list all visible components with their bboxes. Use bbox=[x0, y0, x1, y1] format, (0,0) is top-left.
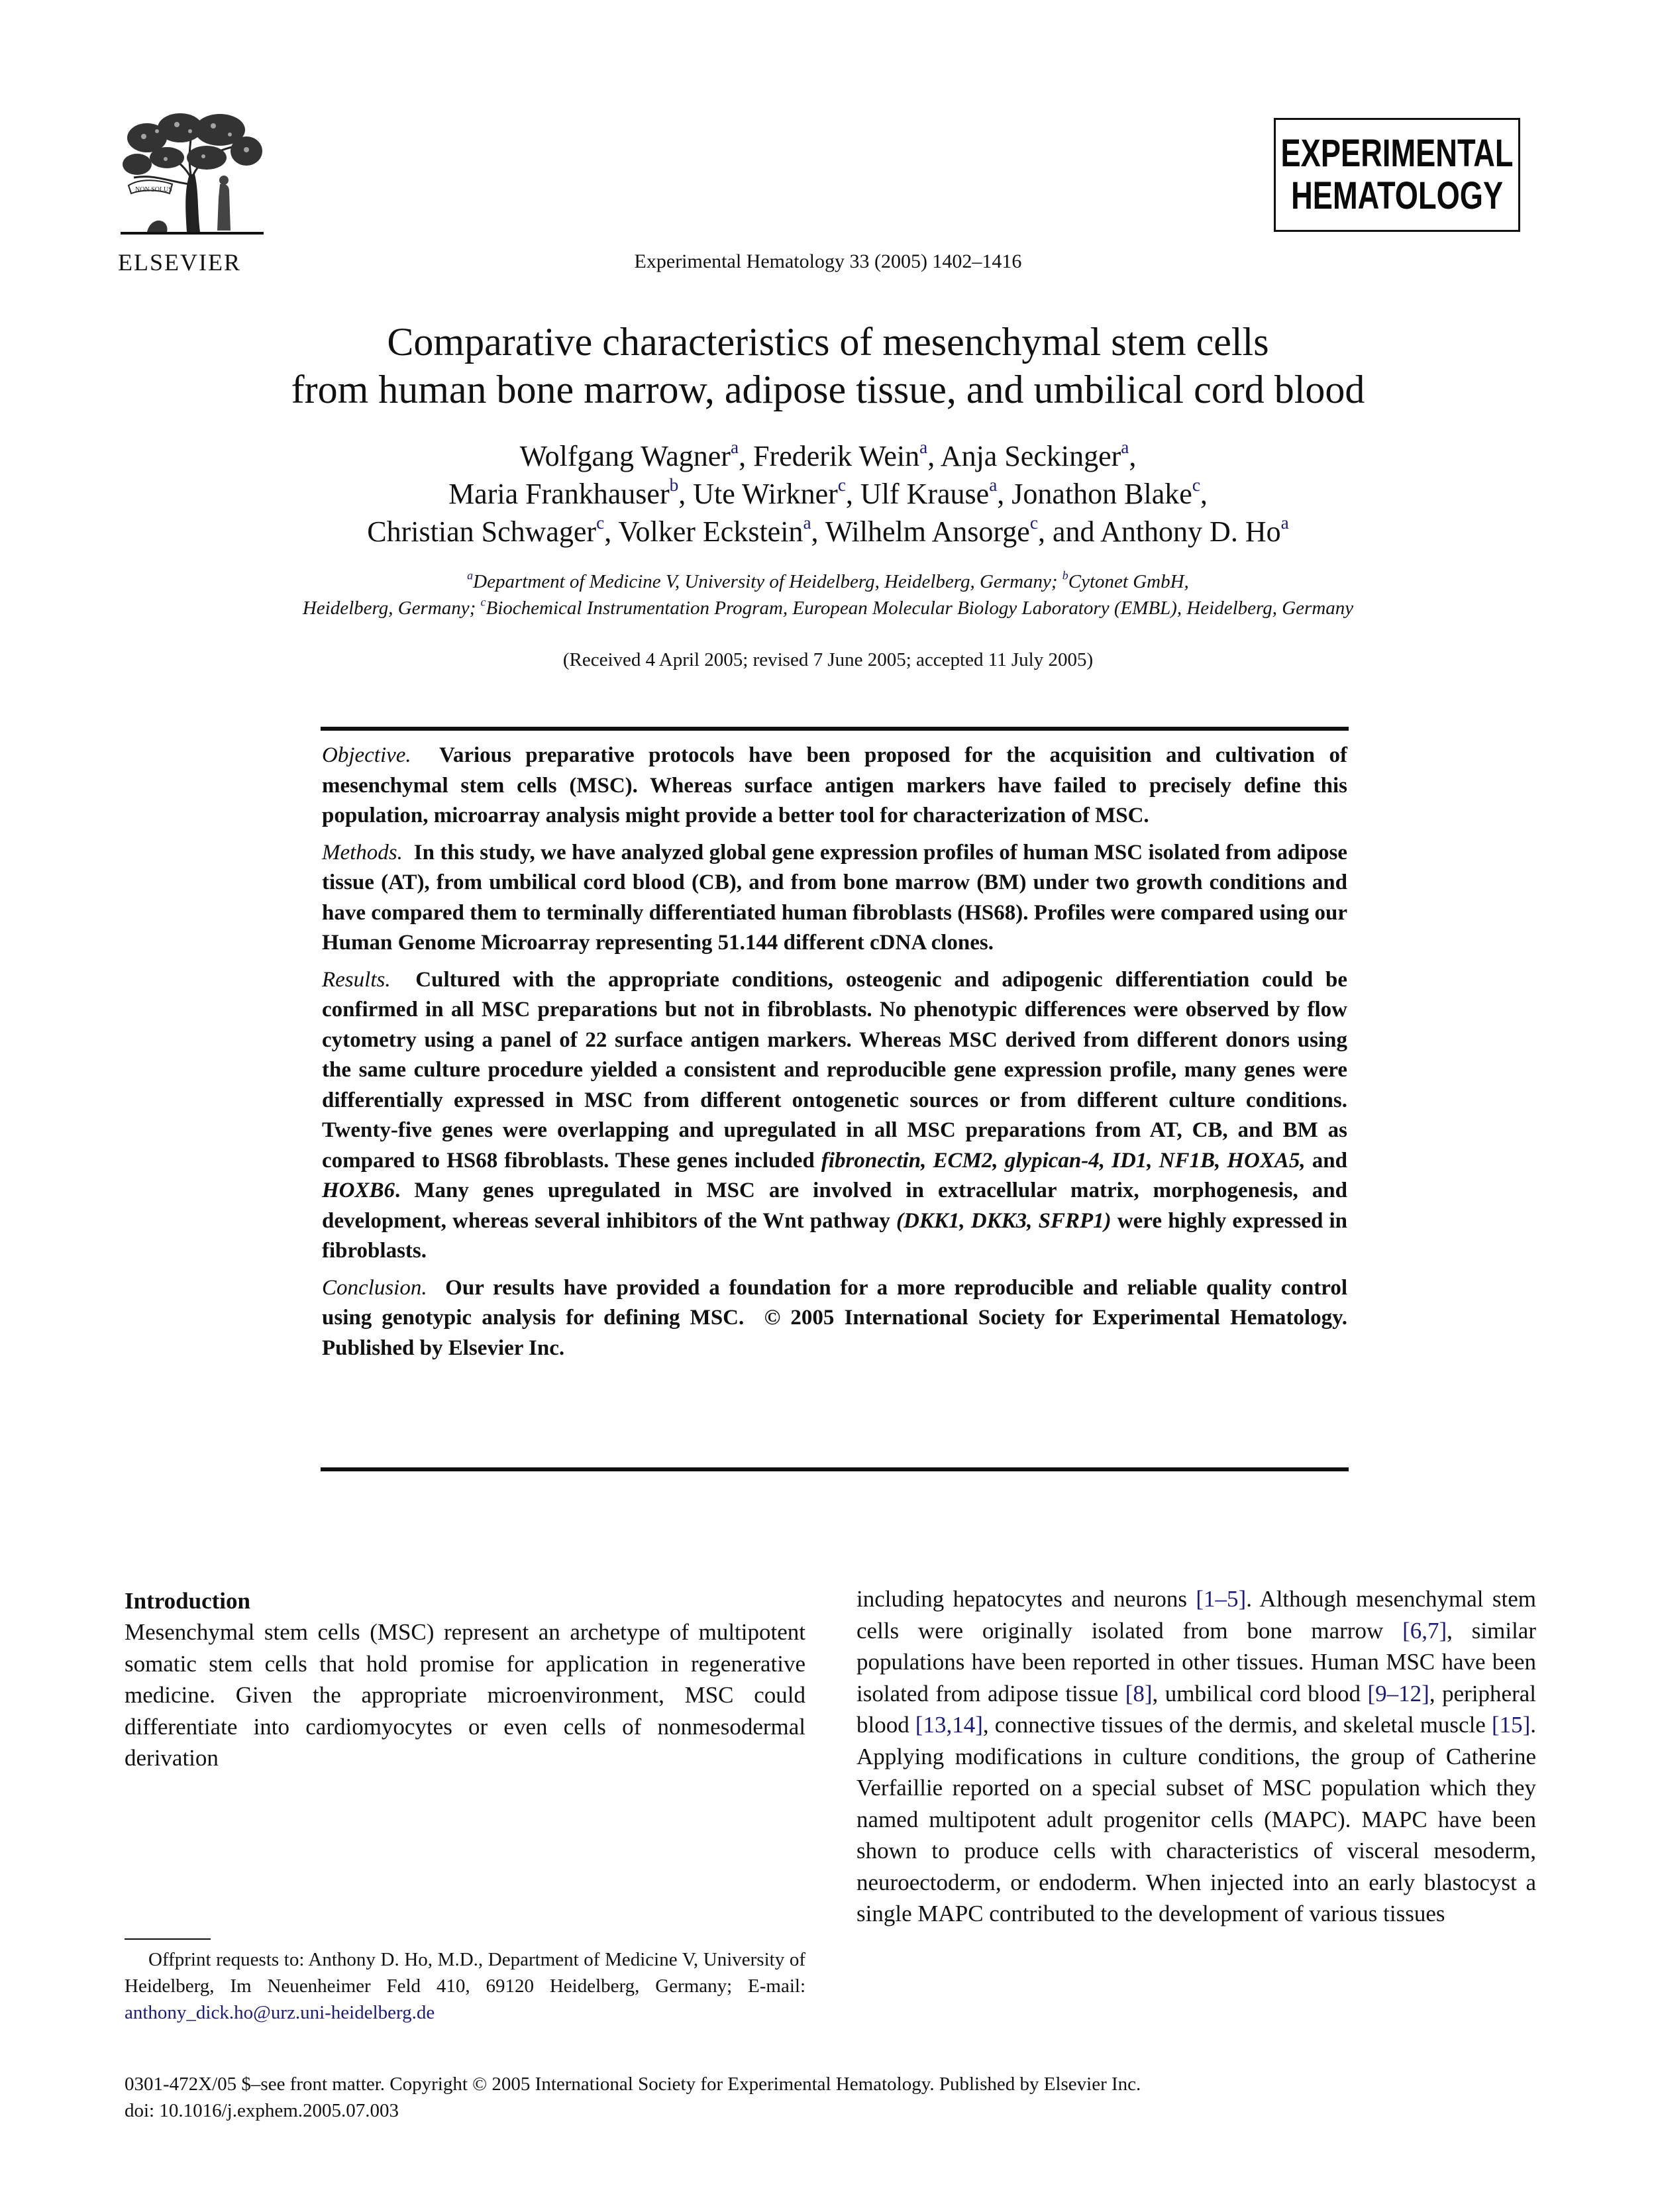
affiliation-a-text: Department of Medicine V, University of Heidelberg, Heidelberg, Germany; bbox=[473, 571, 1062, 592]
affiliation-mark[interactable]: c bbox=[1192, 474, 1200, 495]
author-separator: , bbox=[739, 440, 754, 472]
offprint-footnote bbox=[125, 1946, 805, 2026]
methods-text: In this study, we have analyzed global gene expression profiles of human MSC isolated from adipose tissue (AT), from umbilical cord blood (CB), and from bone marrow (BM) under two growth conditions and have compared them to terminally differentiated human fibroblasts (HS68). Profiles were compared using our Human Genome Microarray representing 51.144 different cDNA clones. bbox=[322, 840, 1347, 955]
affiliation-a-mark: a bbox=[467, 568, 474, 582]
author-name: Wilhelm Ansorge bbox=[825, 515, 1030, 548]
abstract-conclusion bbox=[322, 1273, 1359, 1364]
footnote-text: Offprint requests to: Anthony D. Ho, M.D., Department of Medicine V, University of Heidelberg, Im Neuenheimer Feld 410, 69120 Heidelberg, Germany; E-mail: bbox=[125, 1949, 805, 1997]
affiliations bbox=[0, 568, 1656, 621]
gene-list: (DKK1, DKK3, SFRP1) bbox=[896, 1208, 1112, 1233]
author-separator: , bbox=[678, 478, 694, 510]
author-separator: , bbox=[845, 478, 860, 510]
affiliation-mark[interactable]: a bbox=[803, 512, 811, 533]
author-line-3 bbox=[0, 513, 1656, 551]
affiliation-b-text: Cytonet GmbH, bbox=[1068, 571, 1189, 592]
author-separator: , bbox=[604, 515, 619, 548]
reference-link[interactable]: [15] bbox=[1491, 1712, 1531, 1738]
author-name: Volker Eckstein bbox=[618, 515, 803, 548]
affiliation-mark[interactable]: a bbox=[1121, 437, 1129, 457]
title-line-2: from human bone marrow, adipose tissue, and umbilical cord blood bbox=[291, 368, 1365, 411]
author-name: Frederik Wein bbox=[753, 440, 920, 472]
journal-logo-line2: HEMATOLOGY bbox=[1290, 174, 1504, 217]
results-text: and bbox=[1305, 1148, 1347, 1173]
svg-text:NON SOLUS: NON SOLUS bbox=[135, 186, 172, 193]
footnote-rule bbox=[125, 1938, 211, 1940]
author-email-link[interactable]: anthony_dick.ho@urz.uni-heidelberg.de bbox=[125, 2002, 435, 2023]
page-footer bbox=[125, 2071, 1516, 2124]
reference-link[interactable]: [1–5] bbox=[1196, 1586, 1247, 1612]
doi-line[interactable]: doi: 10.1016/j.exphem.2005.07.003 bbox=[125, 2100, 399, 2121]
body-text: including hepatocytes and neurons bbox=[856, 1586, 1196, 1612]
results-label: Results. bbox=[322, 967, 391, 992]
author-separator: , bbox=[927, 440, 941, 472]
abstract-results bbox=[322, 965, 1347, 1267]
abstract-objective bbox=[322, 741, 1347, 831]
article-title bbox=[0, 318, 1656, 413]
reference-link[interactable]: [9–12] bbox=[1367, 1680, 1429, 1707]
journal-logo-line1: EXPERIMENTAL bbox=[1280, 132, 1514, 175]
reference-link[interactable]: [8] bbox=[1125, 1680, 1153, 1707]
objective-label: Objective. bbox=[322, 743, 411, 767]
results-text: Cultured with the appropriate conditions, osteogenic and adipogenic differentiation could be confirmed in all MSC preparations but not in fibroblasts. No phenotypic differences were observed by flow cytometry using a panel of 22 surface antigen markers. Whereas MSC derived from different donors using the same culture procedure yielded a consistent and reproducible gene expression profile, many genes were differentially expressed in MSC from different ontogenetic sources or from different culture conditions. Twenty-five genes were overlapping and upregulated in all MSC preparations from AT, CB, and BM as compared to HS68 fibroblasts. These genes included bbox=[322, 967, 1348, 1173]
author-separator: , bbox=[811, 515, 825, 548]
journal-logo bbox=[1274, 118, 1520, 232]
received-dates: (Received 4 April 2005; revised 7 June 2005; accepted 11 July 2005) bbox=[562, 649, 1094, 670]
author-name: Ute Wirkner bbox=[693, 478, 838, 510]
abstract-top-rule bbox=[321, 727, 1349, 731]
abstract-bottom-rule bbox=[321, 1467, 1349, 1471]
affiliation-line-2 bbox=[0, 595, 1656, 621]
author-list bbox=[0, 437, 1656, 551]
results-text: . Many genes upregulated in MSC are involved in extracellular matrix, morphogenesis, and development, whereas several inhibitors of the Wnt pathway bbox=[322, 1179, 1347, 1233]
body-text: , similar populations have been reported in other tissues. Human MSC have been isolated from adipose tissue bbox=[856, 1617, 1536, 1707]
body-text: . Although mesenchymal stem cells were originally isolated from bone marrow bbox=[856, 1586, 1536, 1644]
author-name: Jonathon Blake bbox=[1011, 478, 1192, 510]
section-heading-introduction: Introduction bbox=[125, 1588, 250, 1614]
gene-name: HOXB6 bbox=[322, 1179, 395, 1202]
abstract-methods bbox=[322, 838, 1347, 959]
affiliation-mark[interactable]: a bbox=[919, 437, 928, 457]
author-separator: , and bbox=[1037, 515, 1101, 548]
conclusion-text: Our results have provided a foundation for a more reproducible and reliable quality control using genotypic analysis for defining MSC. © 2005 International Society for Experimental Hematology. Published by Elsevier Inc. bbox=[322, 1275, 1359, 1360]
affiliation-c-text: Biochemical Instrumentation Program, European Molecular Biology Laboratory (EMBL), Heidelberg, Germany bbox=[486, 598, 1354, 619]
body-text: , peripheral blood bbox=[856, 1680, 1536, 1738]
author-name: Wolfgang Wagner bbox=[519, 440, 731, 472]
author-line-1 bbox=[0, 437, 1656, 475]
author-name: Anthony D. Ho bbox=[1100, 515, 1281, 548]
methods-label: Methods. bbox=[322, 840, 403, 865]
author-separator: , bbox=[1129, 440, 1137, 472]
body-left-column bbox=[125, 1585, 805, 1774]
author-separator: , bbox=[997, 478, 1012, 510]
affiliation-mark[interactable]: b bbox=[669, 474, 679, 495]
results-text: were highly expressed in fibroblasts. bbox=[322, 1208, 1348, 1263]
author-name: Ulf Krause bbox=[860, 478, 990, 510]
reference-link[interactable]: [13,14] bbox=[915, 1712, 983, 1738]
affiliation-mark[interactable]: a bbox=[730, 437, 739, 457]
abstract bbox=[322, 741, 1359, 1370]
affiliation-line-1 bbox=[0, 568, 1656, 595]
affiliation-mark[interactable]: c bbox=[837, 474, 846, 495]
author-name: Anja Seckinger bbox=[940, 440, 1121, 472]
body-text: . Applying modifications in culture conditions, the group of Catherine Verfaillie reported on a special subset of MSC population which they named multipotent adult progenitor cells (MAPC). MAPC have been shown to produce cells with characteristics of visceral mesoderm, neuroectoderm, or endoderm. When injected into an early blastocyst a single MAPC contributed to the development of various tissues bbox=[856, 1712, 1536, 1926]
issn-copyright-line: 0301-472X/05 $–see front matter. Copyright © 2005 International Society for Experimental Hematology. Published by Elsevier Inc. bbox=[125, 2074, 1141, 2095]
body-text: , connective tissues of the dermis, and skeletal muscle bbox=[982, 1712, 1492, 1738]
body-text: , umbilical cord blood bbox=[1152, 1680, 1368, 1707]
affiliation-mark[interactable]: c bbox=[1029, 512, 1038, 533]
affiliation-b-mark: b bbox=[1062, 568, 1068, 582]
author-separator: , bbox=[1200, 478, 1208, 510]
author-line-2 bbox=[0, 475, 1656, 513]
affiliation-c-mark: c bbox=[480, 595, 486, 609]
affiliation-mark[interactable]: c bbox=[596, 512, 605, 533]
publisher-name: ELSEVIER bbox=[118, 249, 241, 276]
affiliation-mark[interactable]: a bbox=[1280, 512, 1289, 533]
elsevier-tree-icon bbox=[121, 111, 264, 241]
conclusion-label: Conclusion. bbox=[322, 1275, 427, 1300]
affiliation-b-text-cont: Heidelberg, Germany; bbox=[302, 598, 481, 619]
author-name: Christian Schwager bbox=[367, 515, 597, 548]
title-line-1: Comparative characteristics of mesenchymal stem cells bbox=[387, 320, 1269, 364]
footnote-indent bbox=[125, 1949, 148, 1970]
objective-text: Various preparative protocols have been proposed for the acquisition and cultivation of mesenchymal stem cells (MSC). Whereas surface antigen markers have failed to precisely define this population, microarray analysis might provide a better tool for characterization of MSC. bbox=[322, 743, 1347, 827]
author-name: Maria Frankhauser bbox=[448, 478, 670, 510]
body-right-column bbox=[856, 1583, 1536, 1930]
intro-paragraph: Mesenchymal stem cells (MSC) represent an archetype of multipotent somatic stem cells that hold promise for application in regenerative medicine. Given the appropriate microenvironment, MSC could differentiate into cardiomyocytes or even cells of nonmesodermal derivation bbox=[125, 1619, 805, 1771]
gene-list: fibronectin, ECM2, glypican-4, ID1, NF1B, HOXA5, bbox=[821, 1148, 1306, 1173]
journal-citation: Experimental Hematology 33 (2005) 1402–1416 bbox=[634, 250, 1022, 272]
affiliation-mark[interactable]: a bbox=[989, 474, 998, 495]
reference-link[interactable]: [6,7] bbox=[1402, 1617, 1447, 1644]
